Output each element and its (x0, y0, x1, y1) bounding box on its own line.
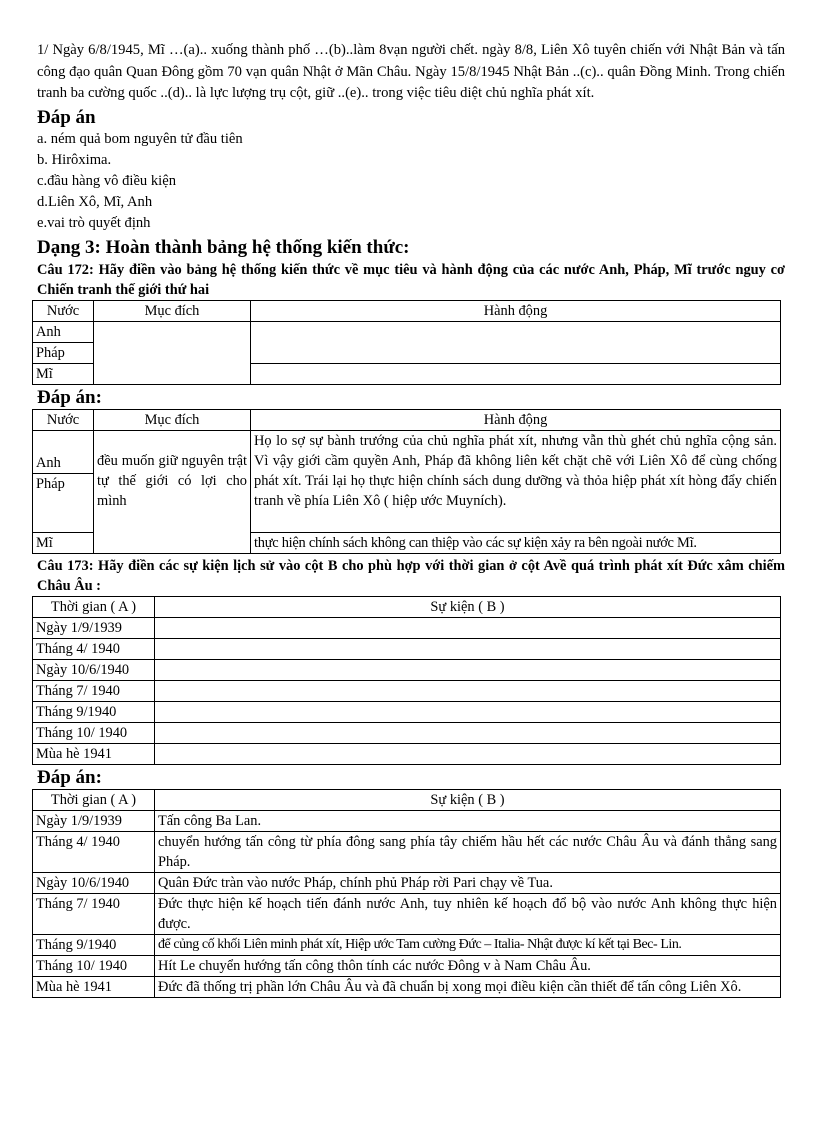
time-cell: Tháng 7/ 1940 (33, 893, 155, 934)
table-row (33, 596, 781, 617)
table-row (33, 659, 781, 680)
action-answer-mi: thực hiện chính sách không can thiệp vào các sự kiện xảy ra bên ngoài nước Mĩ. (251, 532, 781, 553)
table-row (33, 430, 781, 473)
time-cell: Tháng 4/ 1940 (33, 831, 155, 872)
country-phap: Pháp (33, 473, 94, 532)
time-cell: Ngày 1/9/1939 (33, 617, 155, 638)
event-cell (155, 722, 781, 743)
country-anh: Anh (33, 321, 94, 342)
table-row (33, 976, 781, 997)
header-action: Hành động (251, 409, 781, 430)
header-action: Hành động (251, 300, 781, 321)
action-answer-anh-phap: Họ lo sợ sự bành trướng của chủ nghĩa phát xít, nhưng vẫn thù ghét chủ nghĩa cộng sản. Vì vậy giới cầm quyền Anh, Pháp đã không liên kết chặt chẽ với Liên Xô để cùng chống phát xít. Trái lại họ thực hiện chính sách dung dưỡng và thỏa hiệp phát xít hòng đẩy chiến tranh về phía Liên Xô ( hiệp ước Muyních). (251, 430, 781, 532)
header-purpose: Mục đích (94, 409, 251, 430)
event-cell (155, 659, 781, 680)
document-page (37, 40, 785, 998)
table-172-answer (32, 409, 781, 554)
event-cell (155, 743, 781, 764)
event-answer: Đức đã thống trị phần lớn Châu Âu và đã chuẩn bị xong mọi điều kiện cần thiết để tấn công Liên Xô. (155, 976, 781, 997)
time-cell: Tháng 7/ 1940 (33, 680, 155, 701)
purpose-cell (94, 321, 251, 384)
header-purpose: Mục đích (94, 300, 251, 321)
event-answer: Đức thực hiện kế hoạch tiến đánh nước Anh, tuy nhiên kế hoạch đổ bộ vào nước Anh không thực hiện được. (155, 893, 781, 934)
answer-heading-2: Đáp án: (37, 386, 102, 408)
action-cell-mi (251, 363, 781, 384)
time-cell: Tháng 10/ 1940 (33, 955, 155, 976)
time-cell: Ngày 1/9/1939 (33, 810, 155, 831)
intro-paragraph: 1/ Ngày 6/8/1945, Mĩ …(a).. xuống thành phố …(b)..làm 8vạn người chết. ngày 8/8, Liên Xô tuyên chiến với Nhật Bản và tấn công đạo quân Quan Đông gồm 70 vạn quân Nhật ở Mãn Châu. Ngày 15/8/1945 Nhật Bản ..(c).. quân Đồng Minh. Trong chiến tranh ba cường quốc ..(d).. là lực lượng trụ cột, giữ ..(e).. trong việc tiêu diệt chủ nghĩa phát xít. (37, 42, 785, 101)
header-time: Thời gian ( A ) (33, 596, 155, 617)
country-anh: Anh (33, 430, 94, 473)
answer-d: d.Liên Xô, Mĩ, Anh (37, 194, 153, 211)
table-row (33, 638, 781, 659)
event-cell (155, 680, 781, 701)
time-cell: Mùa hè 1941 (33, 743, 155, 764)
time-cell: Tháng 4/ 1940 (33, 638, 155, 659)
answer-a: a. ném quả bom nguyên tử đầu tiên (37, 130, 243, 147)
table-row (33, 743, 781, 764)
answer-b: b. Hirôxima. (37, 151, 112, 168)
country-mi: Mĩ (33, 532, 94, 553)
purpose-answer: đều muốn giữ nguyên trật tự thế giới có lợi cho mình (94, 430, 251, 553)
event-cell (155, 701, 781, 722)
event-answer: Hít Le chuyển hướng tấn công thôn tính các nước Đông v à Nam Châu Âu. (155, 955, 781, 976)
table-row (33, 934, 781, 955)
table-row (33, 722, 781, 743)
table-row (33, 321, 781, 342)
event-answer: để củng cố khối Liên minh phát xít, Hiệp ước Tam cường Đức – Italia- Nhật được kí kết tại Bec- Lin. (155, 934, 781, 955)
header-time: Thời gian ( A ) (33, 789, 155, 810)
question-173: Câu 173: Hãy điền các sự kiện lịch sử vào cột B cho phù hợp với thời gian ở cột Avề quá trình phát xít Đức xâm chiếm Châu Âu : (37, 557, 785, 594)
answer-heading-1: Đáp án (37, 106, 96, 128)
header-event: Sự kiện ( B ) (155, 789, 781, 810)
time-cell: Tháng 10/ 1940 (33, 722, 155, 743)
table-row (33, 617, 781, 638)
country-mi: Mĩ (33, 363, 94, 384)
table-173-answer (32, 789, 781, 998)
section-heading: Dạng 3: Hoàn thành bảng hệ thống kiến thức: (37, 236, 410, 258)
table-row (33, 831, 781, 872)
event-answer: Quân Đức tràn vào nước Pháp, chính phủ Pháp rời Pari chạy về Tua. (155, 872, 781, 893)
answer-e: e.vai trò quyết định (37, 215, 151, 232)
time-cell: Ngày 10/6/1940 (33, 659, 155, 680)
table-row (33, 680, 781, 701)
action-cell (251, 321, 781, 363)
table-row (33, 893, 781, 934)
event-answer: Tấn công Ba Lan. (155, 810, 781, 831)
header-country: Nước (33, 409, 94, 430)
header-country: Nước (33, 300, 94, 321)
table-row (33, 300, 781, 321)
table-row (33, 409, 781, 430)
time-cell: Tháng 9/1940 (33, 934, 155, 955)
table-row (33, 789, 781, 810)
table-row (33, 955, 781, 976)
event-cell (155, 617, 781, 638)
answer-c: c.đầu hàng vô điều kiện (37, 172, 177, 189)
time-cell: Mùa hè 1941 (33, 976, 155, 997)
event-cell (155, 638, 781, 659)
header-event: Sự kiện ( B ) (155, 596, 781, 617)
answer-heading-3: Đáp án: (37, 766, 102, 788)
table-173-blank (32, 596, 781, 765)
table-row (33, 701, 781, 722)
table-row (33, 872, 781, 893)
table-row (33, 810, 781, 831)
country-phap: Pháp (33, 342, 94, 363)
time-cell: Tháng 9/1940 (33, 701, 155, 722)
table-172-blank (32, 300, 781, 385)
time-cell: Ngày 10/6/1940 (33, 872, 155, 893)
question-172: Câu 172: Hãy điền vào bảng hệ thống kiến thức về mục tiêu và hành động của các nước Anh, Pháp, Mĩ trước nguy cơ Chiến tranh thế giới thứ hai (37, 261, 785, 298)
event-answer: chuyển hướng tấn công từ phía đông sang phía tây chiếm hầu hết các nước Châu Âu và đánh thẳng sang Pháp. (155, 831, 781, 872)
